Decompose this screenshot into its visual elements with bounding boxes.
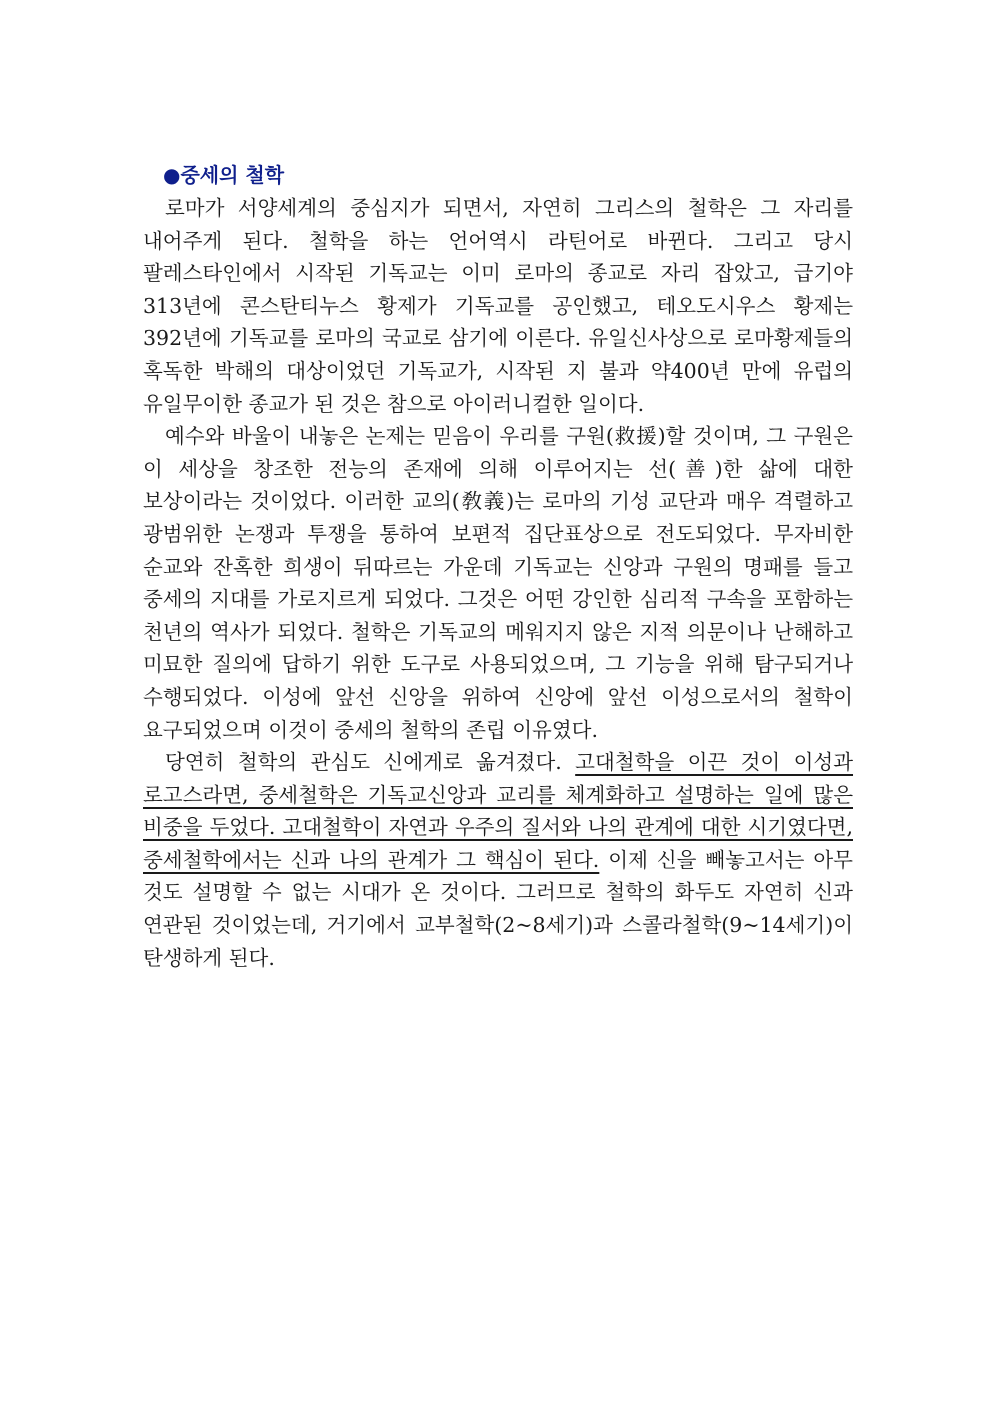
paragraph-3 <box>143 746 853 974</box>
paragraph-1: 로마가 서양세계의 중심지가 되면서, 자연히 그리스의 철학은 그 자리를 내어주게 된다. 철학을 하는 언어역시 라틴어로 바뀐다. 그리고 당시 팔레스타인에서 시작된 기독교는 이미 로마의 종교로 자리 잡았고, 급기야 313년에 콘스탄티누스 황제가 기독교를 공인했고, 테오도시우스 황제는 392년에 기독교를 로마의 국교로 삼기에 이른다. 유일신사상으로 로마황제들의 혹독한 박해의 대상이었던 기독교가, 시작된 지 불과 약400년 만에 유럽의 유일무이한 종교가 된 것은 참으로 아이러니컬한 일이다. <box>143 196 853 416</box>
paragraph-3-intro: 당연히 철학의 관심도 신에게로 옮겨졌다. <box>165 750 576 775</box>
body-text <box>143 192 853 974</box>
paragraph-3-underlined: 고대철학을 이끈 것이 이성과 로고스라면, 중세철학은 기독교신앙과 교리를 체계화하고 설명하는 일에 많은 비중을 두었다. 고대철학이 자연과 우주의 질서와 나의 관계에 대한 시기였다면, 중세철학에서는 신과 나의 관계가 그 핵심이 된다. <box>143 750 854 872</box>
paragraph-3-rest: 이제 신을 빼놓고서는 아무 것도 설명할 수 없는 시대가 온 것이다. 그러므로 철학의 화두도 자연히 신과 연관된 것이었는데, 거기에서 교부철학(2~8세기)과 스콜라철학(9~14세기)이 탄생하게 된다. <box>143 847 853 970</box>
paragraph-2: 예수와 바울이 내놓은 논제는 믿음이 우리를 구원(救援)할 것이며, 그 구원은 이 세상을 창조한 전능의 존재에 의해 이루어지는 선(善)한 삶에 대한 보상이라는 것이었다. 이러한 교의(敎義)는 로마의 기성 교단과 매우 격렬하고 광범위한 논쟁과 투쟁을 통하여 보편적 집단표상으로 전도되었다. 무자비한 순교와 잔혹한 희생이 뒤따르는 가운데 기독교는 신앙과 구원의 명패를 들고 중세의 지대를 가로지르게 되었다. 그것은 어떤 강인한 심리적 구속을 포함하는 천년의 역사가 되었다. 철학은 기독교의 메워지지 않은 지적 의문이나 난해하고 미묘한 질의에 답하기 위한 도구로 사용되었으며, 그 기능을 위해 탐구되거나 수행되었다. 이성에 앞선 신앙을 위하여 신앙에 앞선 이성으로서의 철학이 요구되었으며 이것이 중세의 철학의 존립 이유였다. <box>143 424 853 742</box>
section-title: ●중세의 철학 <box>163 163 285 187</box>
